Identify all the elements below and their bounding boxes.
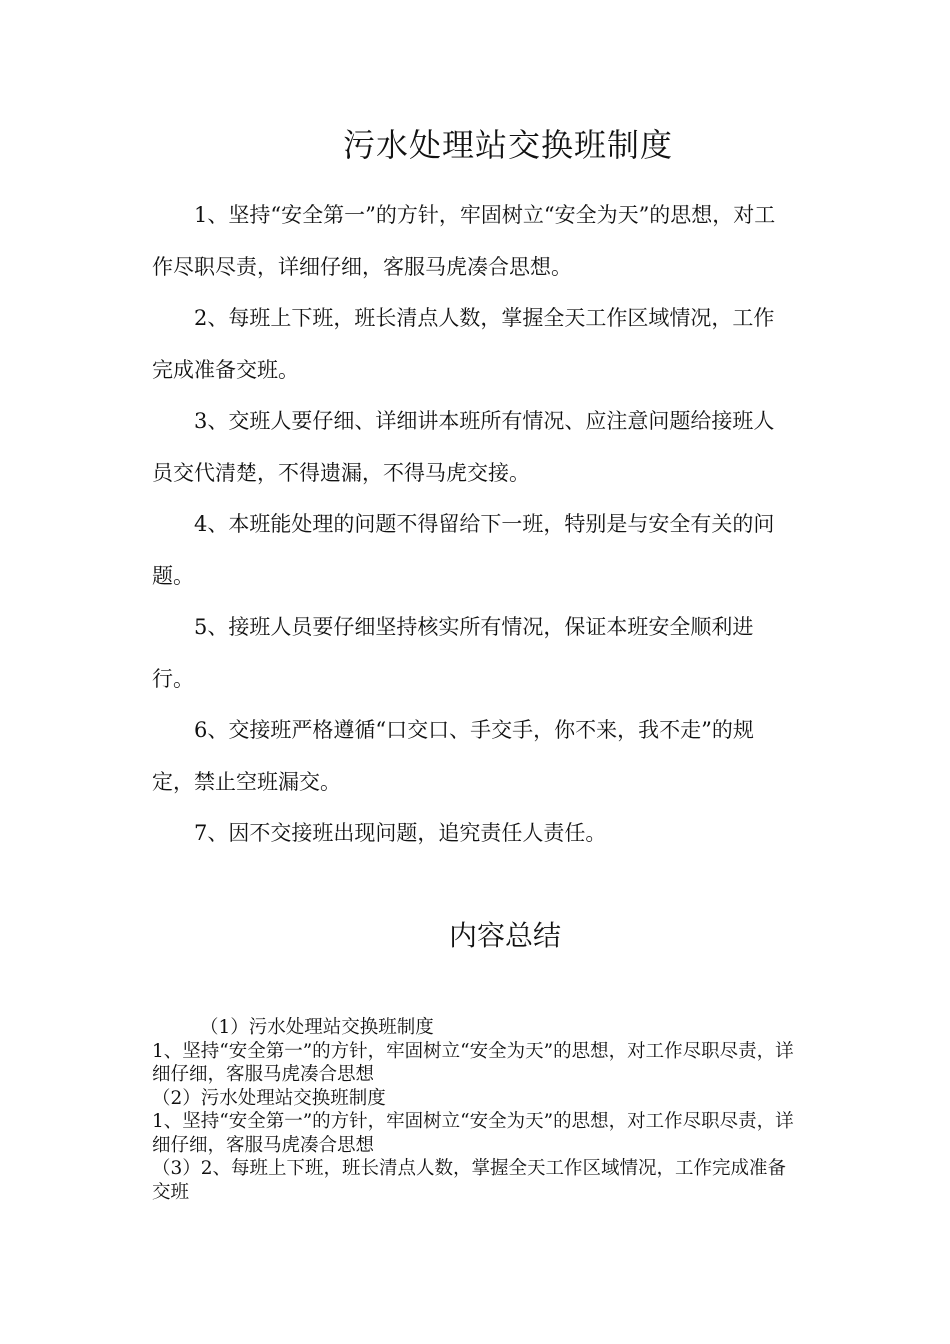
paragraph-1: 1、坚持“安全第一”的方针，牢固树立“安全为天”的思想，对工作尽职尽责，详细仔细，客服马虎凑合思想。 [152,203,776,279]
summary-line-1: （1）污水处理站交换班制度 [200,1017,434,1038]
summary-line-5: （3）2、每班上下班，班长清点人数，掌握全天工作区域情况，工作完成准备交班 [152,1158,787,1203]
paragraph-2: 2、每班上下班，班长清点人数，掌握全天工作区域情况，工作完成准备交班。 [152,306,775,382]
document-body [152,190,792,860]
summary-line-4: 1、坚持“安全第一”的方针，牢固树立“安全为天”的思想，对工作尽职尽责，详细仔细，客服马虎凑合思想 [152,1111,794,1156]
summary-line-2: 1、坚持“安全第一”的方针，牢固树立“安全为天”的思想，对工作尽职尽责，详细仔细，客服马虎凑合思想 [152,1040,794,1085]
paragraph-3: 3、交班人要仔细、详细讲本班所有情况、应注意问题给接班人员交代清楚，不得遗漏，不得马虎交接。 [152,409,775,485]
summary-title: 内容总结 [448,919,561,952]
paragraph-4: 4、本班能处理的问题不得留给下一班，特别是与安全有关的问题。 [152,512,775,588]
paragraph-5: 5、接班人员要仔细坚持核实所有情况，保证本班安全顺利进行。 [152,615,754,691]
paragraph-6: 6、交接班严格遵循“口交口、手交手，你不来，我不走”的规定，禁止空班漏交。 [152,718,754,794]
document-title: 污水处理站交换班制度 [342,126,673,164]
summary-section [152,1016,804,1204]
paragraph-7: 7、因不交接班出现问题，追究责任人责任。 [194,821,607,845]
summary-line-3: （2）污水处理站交换班制度 [152,1087,386,1109]
